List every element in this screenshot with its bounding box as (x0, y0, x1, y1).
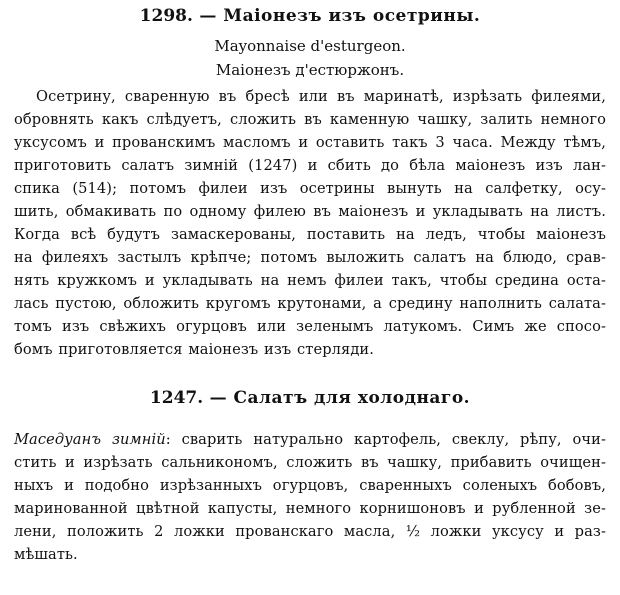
recipe-1298-text-line: приготовить салатъ зимній (1247) и сбить до бѣла маіонезъ изъ лан- (14, 157, 606, 174)
recipe-1298-heading (0, 5, 620, 27)
recipe-1247-text-line: лени, положить 2 ложки прованскаго масла, ½ ложки уксусу и раз- (14, 523, 606, 540)
recipe-1298-text-line: нять кружкомъ и укладывать на немъ филеи такъ, чтобы средина оста- (14, 272, 606, 289)
recipe-1298-dash: — (199, 6, 217, 26)
recipe-1298-number: 1298. (139, 6, 193, 26)
recipe-1298-subtitle-french: Mayonnaise d'esturgeon. (214, 37, 406, 55)
recipe-1298-title: Маіонезъ изъ осетрины. (223, 6, 481, 26)
recipe-1247-first-line (14, 430, 606, 450)
recipe-1247-text-line: : сварить натурально картофель, свеклу, рѣпу, очи- (165, 431, 606, 448)
recipe-1298-text-line: бомъ приготовляется маіонезъ изъ стерляди. (14, 341, 374, 358)
recipe-1247-text-line: ныхъ и подобно изрѣзанныхъ огурцовъ, сваренныхъ соленыхъ бобовъ, (14, 477, 606, 494)
recipe-1247-lead: Маседуанъ зимній (14, 431, 166, 448)
recipe-1247-title: Салатъ для холоднаго. (233, 388, 471, 408)
recipe-1298-subtitle-russian: Маіонезъ д'естюржонъ. (215, 61, 405, 79)
recipe-1247-heading (0, 387, 620, 409)
recipe-1247-text-line: мѣшать. (14, 546, 78, 563)
recipe-1298-text-line: на филеяхъ застылъ крѣпче; потомъ выложить салатъ на блюдо, срав- (14, 249, 606, 266)
recipe-1298-text-line: шить, обмакивать по одному филею въ маіонезъ и укладывать на листъ. (14, 203, 606, 220)
recipe-1298-text-line: томъ изъ свѣжихъ огурцовъ или зеленымъ латукомъ. Симъ же спосо- (14, 318, 606, 335)
recipe-1298-text-line: Когда всѣ будутъ замаскерованы, поставить на ледъ, чтобы маіонезъ (14, 226, 606, 243)
recipe-1247-number: 1247. (149, 388, 204, 408)
recipe-1247-text-line: стить и изрѣзать сальникономъ, сложить въ чашку, прибавить очищен- (14, 454, 606, 471)
recipe-1298-text-line: обровнять какъ слѣдуетъ, сложить въ каменную чашку, залить немного (14, 111, 606, 128)
recipe-1298-text-line: Осетрину, сваренную въ бресѣ или въ маринатѣ, изрѣзать филеями, (36, 88, 606, 105)
recipe-1247-text-line: маринованной цвѣтной капусты, немного корнишоновъ и рубленной зе- (14, 500, 606, 517)
recipe-1298-text-line: спика (514); потомъ филеи изъ осетрины вынуть на салфетку, осу- (14, 180, 606, 197)
recipe-1298-text-line: лась пустою, обложить кругомъ крутонами, а средину наполнить салата- (14, 295, 606, 312)
recipe-1247-dash: — (209, 388, 228, 408)
recipe-1298-text-line: уксусомъ и прованскимъ масломъ и оставить такъ 3 часа. Между тѣмъ, (14, 134, 606, 151)
